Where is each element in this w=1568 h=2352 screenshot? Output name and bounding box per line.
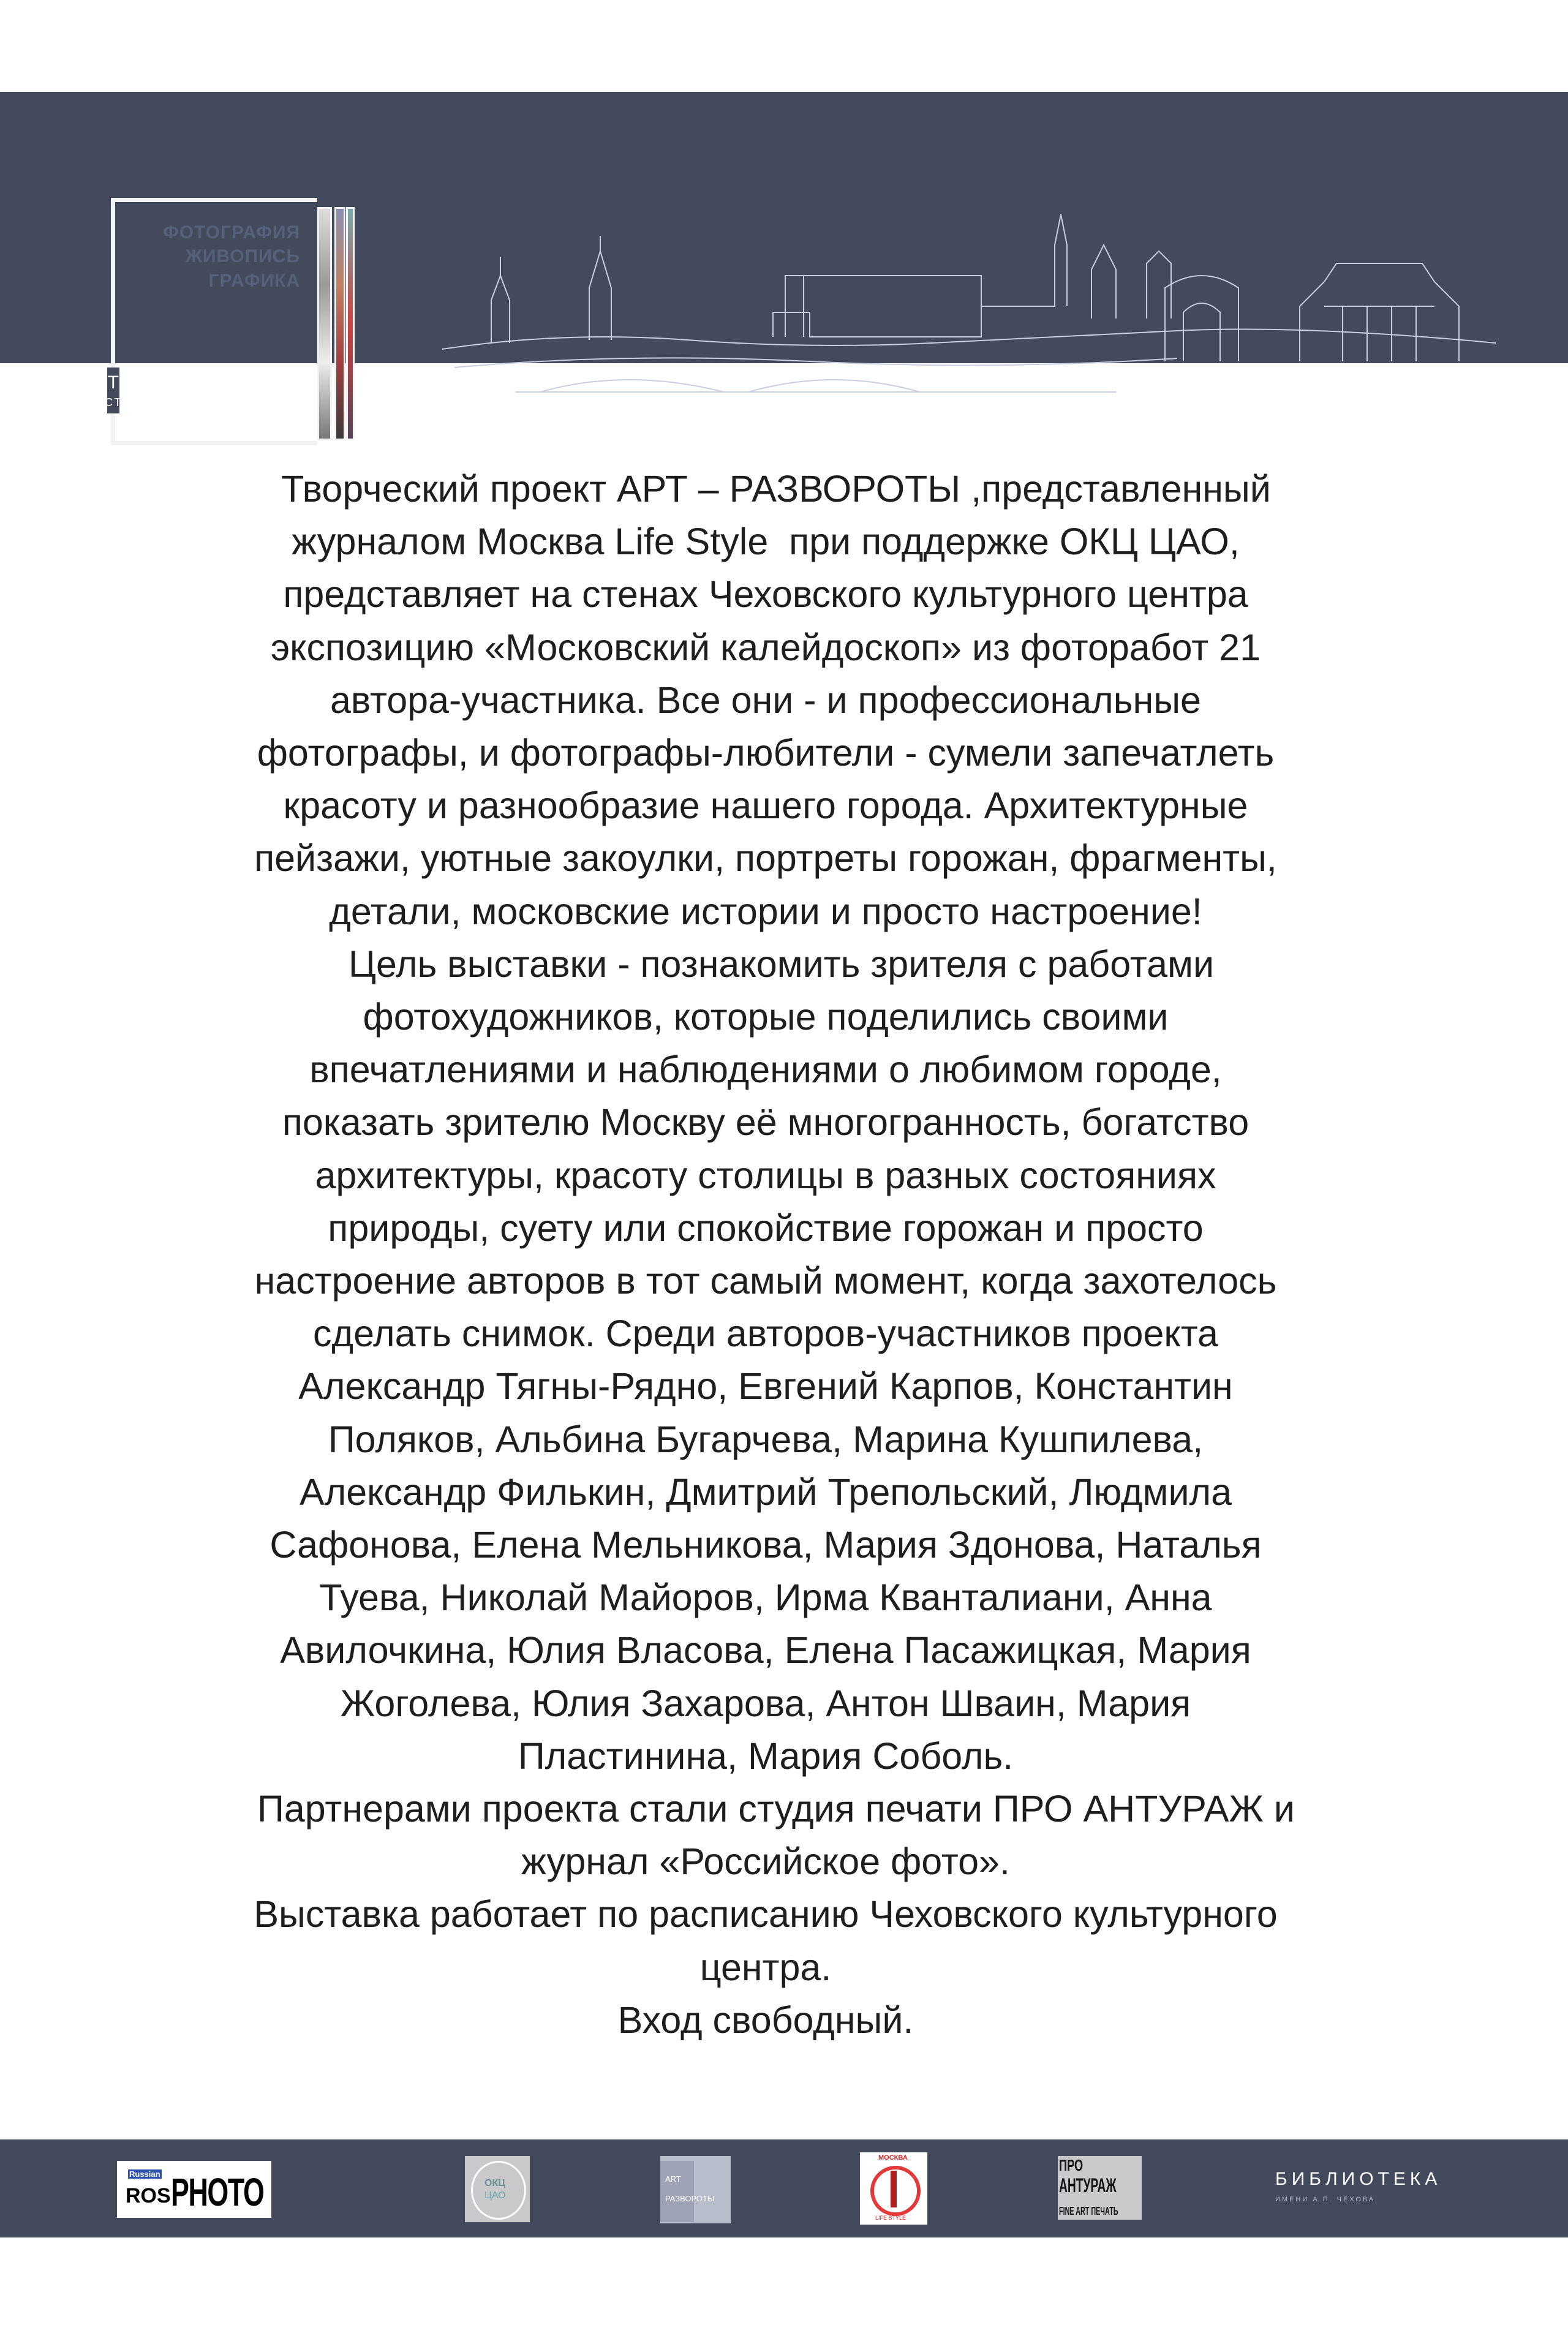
okc-text: ОКЦ — [484, 2178, 505, 2188]
cao-text: ЦАО — [484, 2190, 506, 2201]
text-line: Сафонова, Елена Мельникова, Мария Здонова, Наталья — [270, 1524, 1262, 1566]
text-line: автора-участника. Все они - и профессиональные — [330, 679, 1201, 721]
text-line: Авилочкина, Юлия Власова, Елена Пасажицкая, Мария — [280, 1629, 1251, 1672]
text-line: Выставка работает по расписанию Чеховского культурного — [254, 1893, 1278, 1936]
category-photo: ФОТОГРАФИЯ — [163, 222, 300, 243]
brand-title: АРТ-РАЗВОРОТЫ — [83, 372, 246, 393]
photo-strip — [317, 207, 332, 440]
text-line: журналом Москва Life Style при поддержке ОКЦ ЦАО, — [292, 521, 1240, 563]
library-title: БИБЛИОТЕКА — [1275, 2169, 1442, 2189]
text-line: природы, суету или спокойствие горожан и просто — [328, 1207, 1204, 1249]
rosphoto-top: Russian — [129, 2169, 160, 2179]
text-line: фотохудожников, которые поделились своими — [363, 996, 1169, 1038]
partners-footer — [0, 2139, 1568, 2237]
text-line: центра. — [699, 1946, 832, 1988]
text-line: детали, московские истории и просто настроение! — [329, 890, 1202, 932]
fine-art-text: FINE ART ПЕЧАТЬ — [1059, 2205, 1118, 2217]
library-subtitle: ИМЕНИ А.П. ЧЕХОВА — [1275, 2196, 1376, 2203]
photo-strip — [334, 207, 345, 440]
text-line: Туева, Николай Майоров, Ирма Кванталиани, Анна — [319, 1577, 1212, 1619]
text-line: Творческий проект АРТ – РАЗВОРОТЫ ,представленный — [260, 468, 1271, 510]
text-line: красоту и разнообразие нашего города. Архитектурные — [283, 785, 1248, 827]
text-line: представляет на стенах Чеховского культурного центра — [283, 573, 1248, 616]
text-line: Александр Тягны-Рядно, Евгений Карпов, Константин — [298, 1365, 1233, 1408]
text-line: сделать снимок. Среди авторов-участников проекта — [313, 1313, 1218, 1355]
text-line: настроение авторов в тот самый момент, когда захотелось — [254, 1260, 1277, 1302]
moskva-text: МОСКВА — [878, 2154, 908, 2162]
text-line: фотографы, и фотографы-любители - сумели запечатлеть — [257, 732, 1275, 774]
text-line: Партнерами проекта стали студия печати ПРО АНТУРАЖ и — [236, 1788, 1295, 1830]
brand-subtitle: ВЫСТАВОЧНЫЙ ПРОЕКТ — [84, 396, 251, 409]
text-line: Поляков, Альбина Бугарчева, Марина Кушпилева, — [328, 1418, 1204, 1460]
rosphoto-logo — [117, 2161, 271, 2218]
art-text: ART — [665, 2174, 681, 2184]
text-line: показать зрителю Москву её многогранность, богатство — [282, 1101, 1250, 1144]
exhibition-description — [0, 462, 1531, 2046]
pro-anturazh-logo — [1058, 2156, 1142, 2220]
lifestyle-text: LIFE STYLE — [875, 2215, 907, 2221]
text-line: Пластинина, Мария Соболь. — [518, 1735, 1014, 1777]
text-line: Александр Филькин, Дмитрий Трепольский, Людмила — [299, 1471, 1232, 1513]
header-banner — [0, 92, 1568, 409]
photo-strip — [346, 207, 355, 440]
pro-text: ПРО — [1059, 2156, 1084, 2174]
chekhov-library-logo — [1275, 2169, 1471, 2203]
okc-cao-logo — [465, 2156, 530, 2222]
category-graphics: ГРАФИКА — [208, 271, 300, 291]
moskva-life-style-logo — [860, 2152, 927, 2225]
text-line: Цель выставки - познакомить зрителя с работами — [317, 943, 1215, 985]
text-line: журнал «Российское фото». — [521, 1841, 1010, 1883]
moscow-skyline-illustration — [442, 208, 1496, 441]
text-line: впечатлениями и наблюдениями о любимом городе, — [309, 1049, 1222, 1091]
text-line: Жоголева, Юлия Захарова, Антон Шваин, Мария — [340, 1682, 1191, 1724]
rosphoto-left: ROS — [126, 2184, 171, 2207]
razvoroty-text: РАЗВОРОТЫ — [665, 2194, 715, 2203]
rosphoto-main: PHOTO — [171, 2170, 264, 2214]
anturazh-text: АНТУРАЖ — [1059, 2174, 1117, 2196]
text-line: архитектуры, красоту столицы в разных состояниях — [315, 1154, 1216, 1196]
text-line: Вход свободный. — [617, 1999, 914, 2041]
category-painting: ЖИВОПИСЬ — [185, 246, 300, 266]
text-line: пейзажи, уютные закоулки, портреты горожан, фрагменты, — [254, 837, 1277, 880]
text-line: экспозицию «Московский калейдоскоп» из фоторабот 21 — [271, 626, 1261, 668]
art-razvoroty-logo — [660, 2156, 731, 2223]
